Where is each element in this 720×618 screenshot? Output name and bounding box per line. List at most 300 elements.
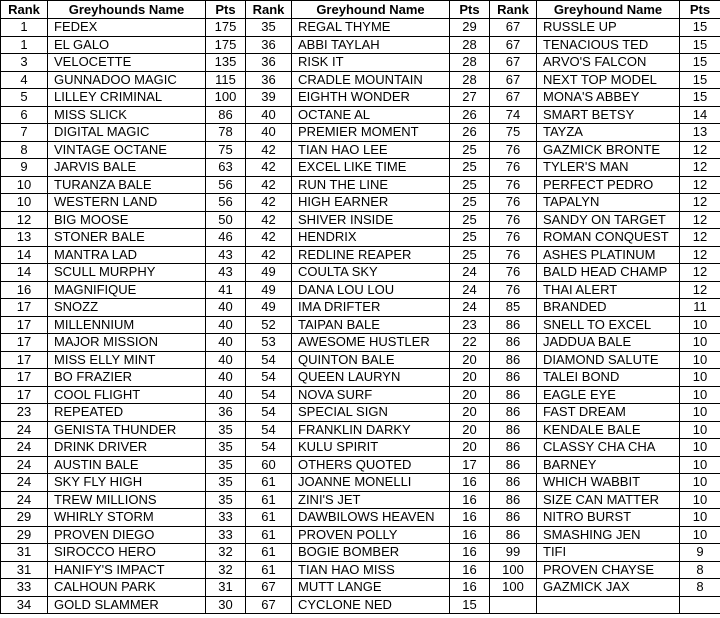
name-cell: HIGH EARNER [292,194,450,212]
pts-cell: 29 [450,19,490,37]
pts-cell: 25 [450,229,490,247]
rank-cell: 8 [1,141,48,159]
pts-cell: 32 [206,561,246,579]
rank-cell: 31 [1,544,48,562]
name-cell: SANDY ON TARGET [537,211,680,229]
name-cell: SMART BETSY [537,106,680,124]
pts-cell: 16 [450,561,490,579]
table-row [1,19,720,37]
rank-cell: 35 [246,19,292,37]
rank-cell: 40 [246,124,292,142]
name-cell: EAGLE EYE [537,386,680,404]
pts-cell: 10 [680,474,720,492]
rank-cell: 86 [490,421,537,439]
name-cell: QUEEN LAURYN [292,369,450,387]
rank-cell: 86 [490,439,537,457]
name-cell: DIGITAL MAGIC [48,124,206,142]
table-row [1,124,720,142]
table-row [1,596,720,614]
name-cell: PROVEN CHAYSE [537,561,680,579]
pts-cell: 12 [680,246,720,264]
name-cell: REDLINE REAPER [292,246,450,264]
rank-cell: 10 [1,176,48,194]
pts-cell: 40 [206,386,246,404]
name-cell: COOL FLIGHT [48,386,206,404]
pts-cell: 15 [680,36,720,54]
table-row [1,176,720,194]
pts-cell: 15 [680,71,720,89]
name-cell: MISS ELLY MINT [48,351,206,369]
rank-cell: 99 [490,544,537,562]
rank-cell: 67 [490,19,537,37]
rank-cell: 76 [490,194,537,212]
pts-cell: 100 [206,89,246,107]
rank-cell: 61 [246,474,292,492]
name-cell: GENISTA THUNDER [48,421,206,439]
pts-cell: 35 [206,439,246,457]
table-row [1,54,720,72]
rank-cell: 52 [246,316,292,334]
rank-cell: 86 [490,351,537,369]
pts-cell: 20 [450,421,490,439]
rank-cell: 33 [1,579,48,597]
pts-cell: 10 [680,421,720,439]
table-row [1,194,720,212]
rank-cell: 67 [246,579,292,597]
name-cell: JOANNE MONELLI [292,474,450,492]
rank-cell: 86 [490,456,537,474]
pts-cell: 12 [680,141,720,159]
pts-cell: 43 [206,264,246,282]
rank-header: Rank [246,1,292,19]
rank-cell: 60 [246,456,292,474]
pts-cell: 16 [450,544,490,562]
rank-cell: 14 [1,264,48,282]
pts-cell: 22 [450,334,490,352]
pts-cell: 27 [450,89,490,107]
pts-cell: 10 [680,509,720,527]
rank-cell: 36 [246,71,292,89]
name-cell: BOGIE BOMBER [292,544,450,562]
pts-cell: 56 [206,194,246,212]
name-cell: MAJOR MISSION [48,334,206,352]
name-cell: NITRO BURST [537,509,680,527]
name-cell: TAIPAN BALE [292,316,450,334]
table-row [1,141,720,159]
name-cell: AWESOME HUSTLER [292,334,450,352]
rank-cell: 86 [490,369,537,387]
name-cell: DANA LOU LOU [292,281,450,299]
name-cell: WHICH WABBIT [537,474,680,492]
pts-cell: 12 [680,211,720,229]
rank-cell: 42 [246,176,292,194]
rank-cell: 86 [490,316,537,334]
rank-cell: 24 [1,474,48,492]
name-cell: VINTAGE OCTANE [48,141,206,159]
rank-cell: 42 [246,211,292,229]
name-cell: ABBI TAYLAH [292,36,450,54]
table-row [1,369,720,387]
rank-cell: 86 [490,509,537,527]
name-cell: QUINTON BALE [292,351,450,369]
pts-cell: 12 [680,281,720,299]
name-cell: OCTANE AL [292,106,450,124]
pts-cell: 25 [450,176,490,194]
pts-header: Pts [450,1,490,19]
name-cell: ASHES PLATINUM [537,246,680,264]
rank-cell: 42 [246,141,292,159]
rank-cell: 67 [490,36,537,54]
name-cell: VELOCETTE [48,54,206,72]
name-cell: DRINK DRIVER [48,439,206,457]
rank-cell: 17 [1,316,48,334]
pts-cell: 28 [450,54,490,72]
pts-header: Pts [206,1,246,19]
rank-cell: 4 [1,71,48,89]
name-cell: CALHOUN PARK [48,579,206,597]
name-cell: BO FRAZIER [48,369,206,387]
rank-cell: 76 [490,211,537,229]
name-cell [537,596,680,614]
pts-cell: 15 [680,89,720,107]
name-cell: EL GALO [48,36,206,54]
rank-cell: 1 [1,19,48,37]
name-cell: HANIFY'S IMPACT [48,561,206,579]
table-row [1,316,720,334]
pts-cell: 20 [450,404,490,422]
pts-cell: 26 [450,124,490,142]
rank-cell: 54 [246,386,292,404]
rank-cell: 7 [1,124,48,142]
rank-cell: 13 [1,229,48,247]
rank-cell: 75 [490,124,537,142]
rank-cell: 61 [246,544,292,562]
name-cell: JARVIS BALE [48,159,206,177]
name-cell: TAYZA [537,124,680,142]
name-cell: REPEATED [48,404,206,422]
rank-cell: 24 [1,421,48,439]
name-cell: NOVA SURF [292,386,450,404]
rank-cell: 61 [246,491,292,509]
name-cell: KENDALE BALE [537,421,680,439]
pts-cell: 25 [450,141,490,159]
table-row [1,579,720,597]
name-cell: WHIRLY STORM [48,509,206,527]
pts-cell: 40 [206,316,246,334]
pts-cell: 23 [450,316,490,334]
name-cell: GOLD SLAMMER [48,596,206,614]
pts-cell: 25 [450,159,490,177]
rank-cell: 24 [1,491,48,509]
pts-cell: 17 [450,456,490,474]
pts-cell: 33 [206,509,246,527]
rank-cell: 54 [246,369,292,387]
rank-cell: 9 [1,159,48,177]
name-cell: SKY FLY HIGH [48,474,206,492]
name-cell: SIROCCO HERO [48,544,206,562]
rank-cell: 100 [490,561,537,579]
pts-cell: 175 [206,19,246,37]
rank-cell: 17 [1,351,48,369]
pts-cell: 20 [450,351,490,369]
rank-cell: 29 [1,509,48,527]
pts-cell: 10 [680,386,720,404]
pts-cell: 10 [680,439,720,457]
pts-cell: 28 [450,36,490,54]
pts-cell: 15 [450,596,490,614]
rank-cell: 53 [246,334,292,352]
pts-cell: 10 [680,404,720,422]
name-cell: BALD HEAD CHAMP [537,264,680,282]
name-cell: SMASHING JEN [537,526,680,544]
table-row [1,491,720,509]
rank-cell: 86 [490,526,537,544]
pts-cell: 11 [680,299,720,317]
rank-cell: 54 [246,439,292,457]
pts-cell: 25 [450,194,490,212]
rank-cell: 14 [1,246,48,264]
rank-cell: 42 [246,246,292,264]
name-cell: AUSTIN BALE [48,456,206,474]
table-row [1,526,720,544]
name-cell: PROVEN DIEGO [48,526,206,544]
name-cell: STONER BALE [48,229,206,247]
name-cell: DIAMOND SALUTE [537,351,680,369]
rank-cell: 61 [246,509,292,527]
pts-cell: 56 [206,176,246,194]
rank-cell: 86 [490,474,537,492]
rank-cell: 67 [490,71,537,89]
name-cell: TIFI [537,544,680,562]
pts-cell: 28 [450,71,490,89]
table-row [1,421,720,439]
pts-cell: 16 [450,491,490,509]
name-cell: FEDEX [48,19,206,37]
pts-cell: 43 [206,246,246,264]
pts-cell: 12 [680,194,720,212]
rank-cell: 49 [246,264,292,282]
pts-cell: 12 [680,159,720,177]
pts-cell: 25 [450,211,490,229]
rank-cell: 24 [1,439,48,457]
name-cell: MUTT LANGE [292,579,450,597]
pts-cell: 15 [680,19,720,37]
pts-cell: 25 [450,246,490,264]
rank-cell: 10 [1,194,48,212]
table-row [1,404,720,422]
rank-cell: 61 [246,526,292,544]
pts-cell: 16 [450,579,490,597]
pts-cell: 35 [206,456,246,474]
rank-header: Rank [1,1,48,19]
rank-cell: 36 [246,36,292,54]
table-row [1,71,720,89]
name-cell: RISK IT [292,54,450,72]
rank-cell: 17 [1,386,48,404]
name-cell: CLASSY CHA CHA [537,439,680,457]
rank-cell: 76 [490,159,537,177]
pts-cell: 35 [206,421,246,439]
rank-cell: 31 [1,561,48,579]
name-cell: PERFECT PEDRO [537,176,680,194]
name-cell: CRADLE MOUNTAIN [292,71,450,89]
rank-cell: 29 [1,526,48,544]
name-cell: MANTRA LAD [48,246,206,264]
pts-cell: 78 [206,124,246,142]
rank-cell: 67 [490,54,537,72]
name-cell: GAZMICK BRONTE [537,141,680,159]
pts-cell: 12 [680,264,720,282]
pts-cell: 63 [206,159,246,177]
pts-cell: 10 [680,316,720,334]
rank-cell: 17 [1,334,48,352]
name-cell: TIAN HAO MISS [292,561,450,579]
name-cell: TREW MILLIONS [48,491,206,509]
name-cell: TAPALYN [537,194,680,212]
name-cell: REGAL THYME [292,19,450,37]
pts-cell: 10 [680,491,720,509]
name-cell: RUN THE LINE [292,176,450,194]
rank-cell: 86 [490,404,537,422]
pts-cell: 20 [450,369,490,387]
rank-cell: 5 [1,89,48,107]
name-cell: IMA DRIFTER [292,299,450,317]
rank-cell: 76 [490,281,537,299]
pts-cell: 8 [680,579,720,597]
pts-cell: 86 [206,106,246,124]
name-cell: EXCEL LIKE TIME [292,159,450,177]
table-row [1,544,720,562]
name-cell: MILLENNIUM [48,316,206,334]
name-cell: CYCLONE NED [292,596,450,614]
table-row [1,351,720,369]
pts-cell: 8 [680,561,720,579]
name-cell: ZINI'S JET [292,491,450,509]
pts-cell: 24 [450,264,490,282]
pts-cell: 50 [206,211,246,229]
pts-cell: 10 [680,526,720,544]
table-row [1,89,720,107]
table-row [1,246,720,264]
pts-cell: 115 [206,71,246,89]
name-cell: OTHERS QUOTED [292,456,450,474]
pts-cell: 26 [450,106,490,124]
name-cell: NEXT TOP MODEL [537,71,680,89]
pts-cell: 24 [450,299,490,317]
rank-cell: 17 [1,369,48,387]
table-row [1,334,720,352]
pts-cell: 135 [206,54,246,72]
pts-cell: 12 [680,176,720,194]
name-cell: BRANDED [537,299,680,317]
rank-cell: 67 [490,89,537,107]
name-cell: HENDRIX [292,229,450,247]
name-cell: FRANKLIN DARKY [292,421,450,439]
rank-cell [490,596,537,614]
table-row [1,211,720,229]
name-cell: SHIVER INSIDE [292,211,450,229]
table-row [1,474,720,492]
pts-cell: 46 [206,229,246,247]
pts-cell: 14 [680,106,720,124]
name-cell: WESTERN LAND [48,194,206,212]
table-row [1,106,720,124]
pts-cell: 15 [680,54,720,72]
pts-cell [680,596,720,614]
rank-cell: 54 [246,404,292,422]
table-row [1,229,720,247]
name-cell: JADDUA BALE [537,334,680,352]
name-cell: TIAN HAO LEE [292,141,450,159]
rank-cell: 76 [490,246,537,264]
rank-cell: 12 [1,211,48,229]
name-cell: SNELL TO EXCEL [537,316,680,334]
rank-cell: 42 [246,159,292,177]
rank-cell: 24 [1,456,48,474]
rank-cell: 40 [246,106,292,124]
name-cell: SIZE CAN MATTER [537,491,680,509]
name-cell: SCULL MURPHY [48,264,206,282]
name-cell: LILLEY CRIMINAL [48,89,206,107]
rank-cell: 6 [1,106,48,124]
pts-cell: 10 [680,334,720,352]
name-cell: PROVEN POLLY [292,526,450,544]
pts-cell: 30 [206,596,246,614]
pts-cell: 75 [206,141,246,159]
table-row [1,36,720,54]
pts-cell: 9 [680,544,720,562]
pts-cell: 13 [680,124,720,142]
name-cell: BARNEY [537,456,680,474]
table-body [1,19,720,614]
pts-cell: 41 [206,281,246,299]
pts-cell: 175 [206,36,246,54]
pts-cell: 16 [450,474,490,492]
table-row [1,509,720,527]
name-cell: EIGHTH WONDER [292,89,450,107]
rank-cell: 34 [1,596,48,614]
name-cell: SNOZZ [48,299,206,317]
pts-cell: 24 [450,281,490,299]
pts-cell: 35 [206,474,246,492]
pts-cell: 10 [680,456,720,474]
rank-cell: 42 [246,229,292,247]
pts-cell: 12 [680,229,720,247]
pts-cell: 40 [206,334,246,352]
name-cell: PREMIER MOMENT [292,124,450,142]
table-row [1,456,720,474]
rank-cell: 54 [246,421,292,439]
name-cell: TYLER'S MAN [537,159,680,177]
rank-cell: 61 [246,561,292,579]
header-row [1,1,720,19]
pts-cell: 20 [450,439,490,457]
rank-cell: 74 [490,106,537,124]
rank-cell: 1 [1,36,48,54]
pts-cell: 20 [450,386,490,404]
pts-cell: 35 [206,491,246,509]
name-header: Greyhound Name [537,1,680,19]
name-cell: RUSSLE UP [537,19,680,37]
rank-cell: 100 [490,579,537,597]
name-cell: FAST DREAM [537,404,680,422]
rank-cell: 86 [490,334,537,352]
name-cell: TENACIOUS TED [537,36,680,54]
rank-cell: 76 [490,264,537,282]
table-row [1,264,720,282]
rank-cell: 16 [1,281,48,299]
name-cell: TALEI BOND [537,369,680,387]
